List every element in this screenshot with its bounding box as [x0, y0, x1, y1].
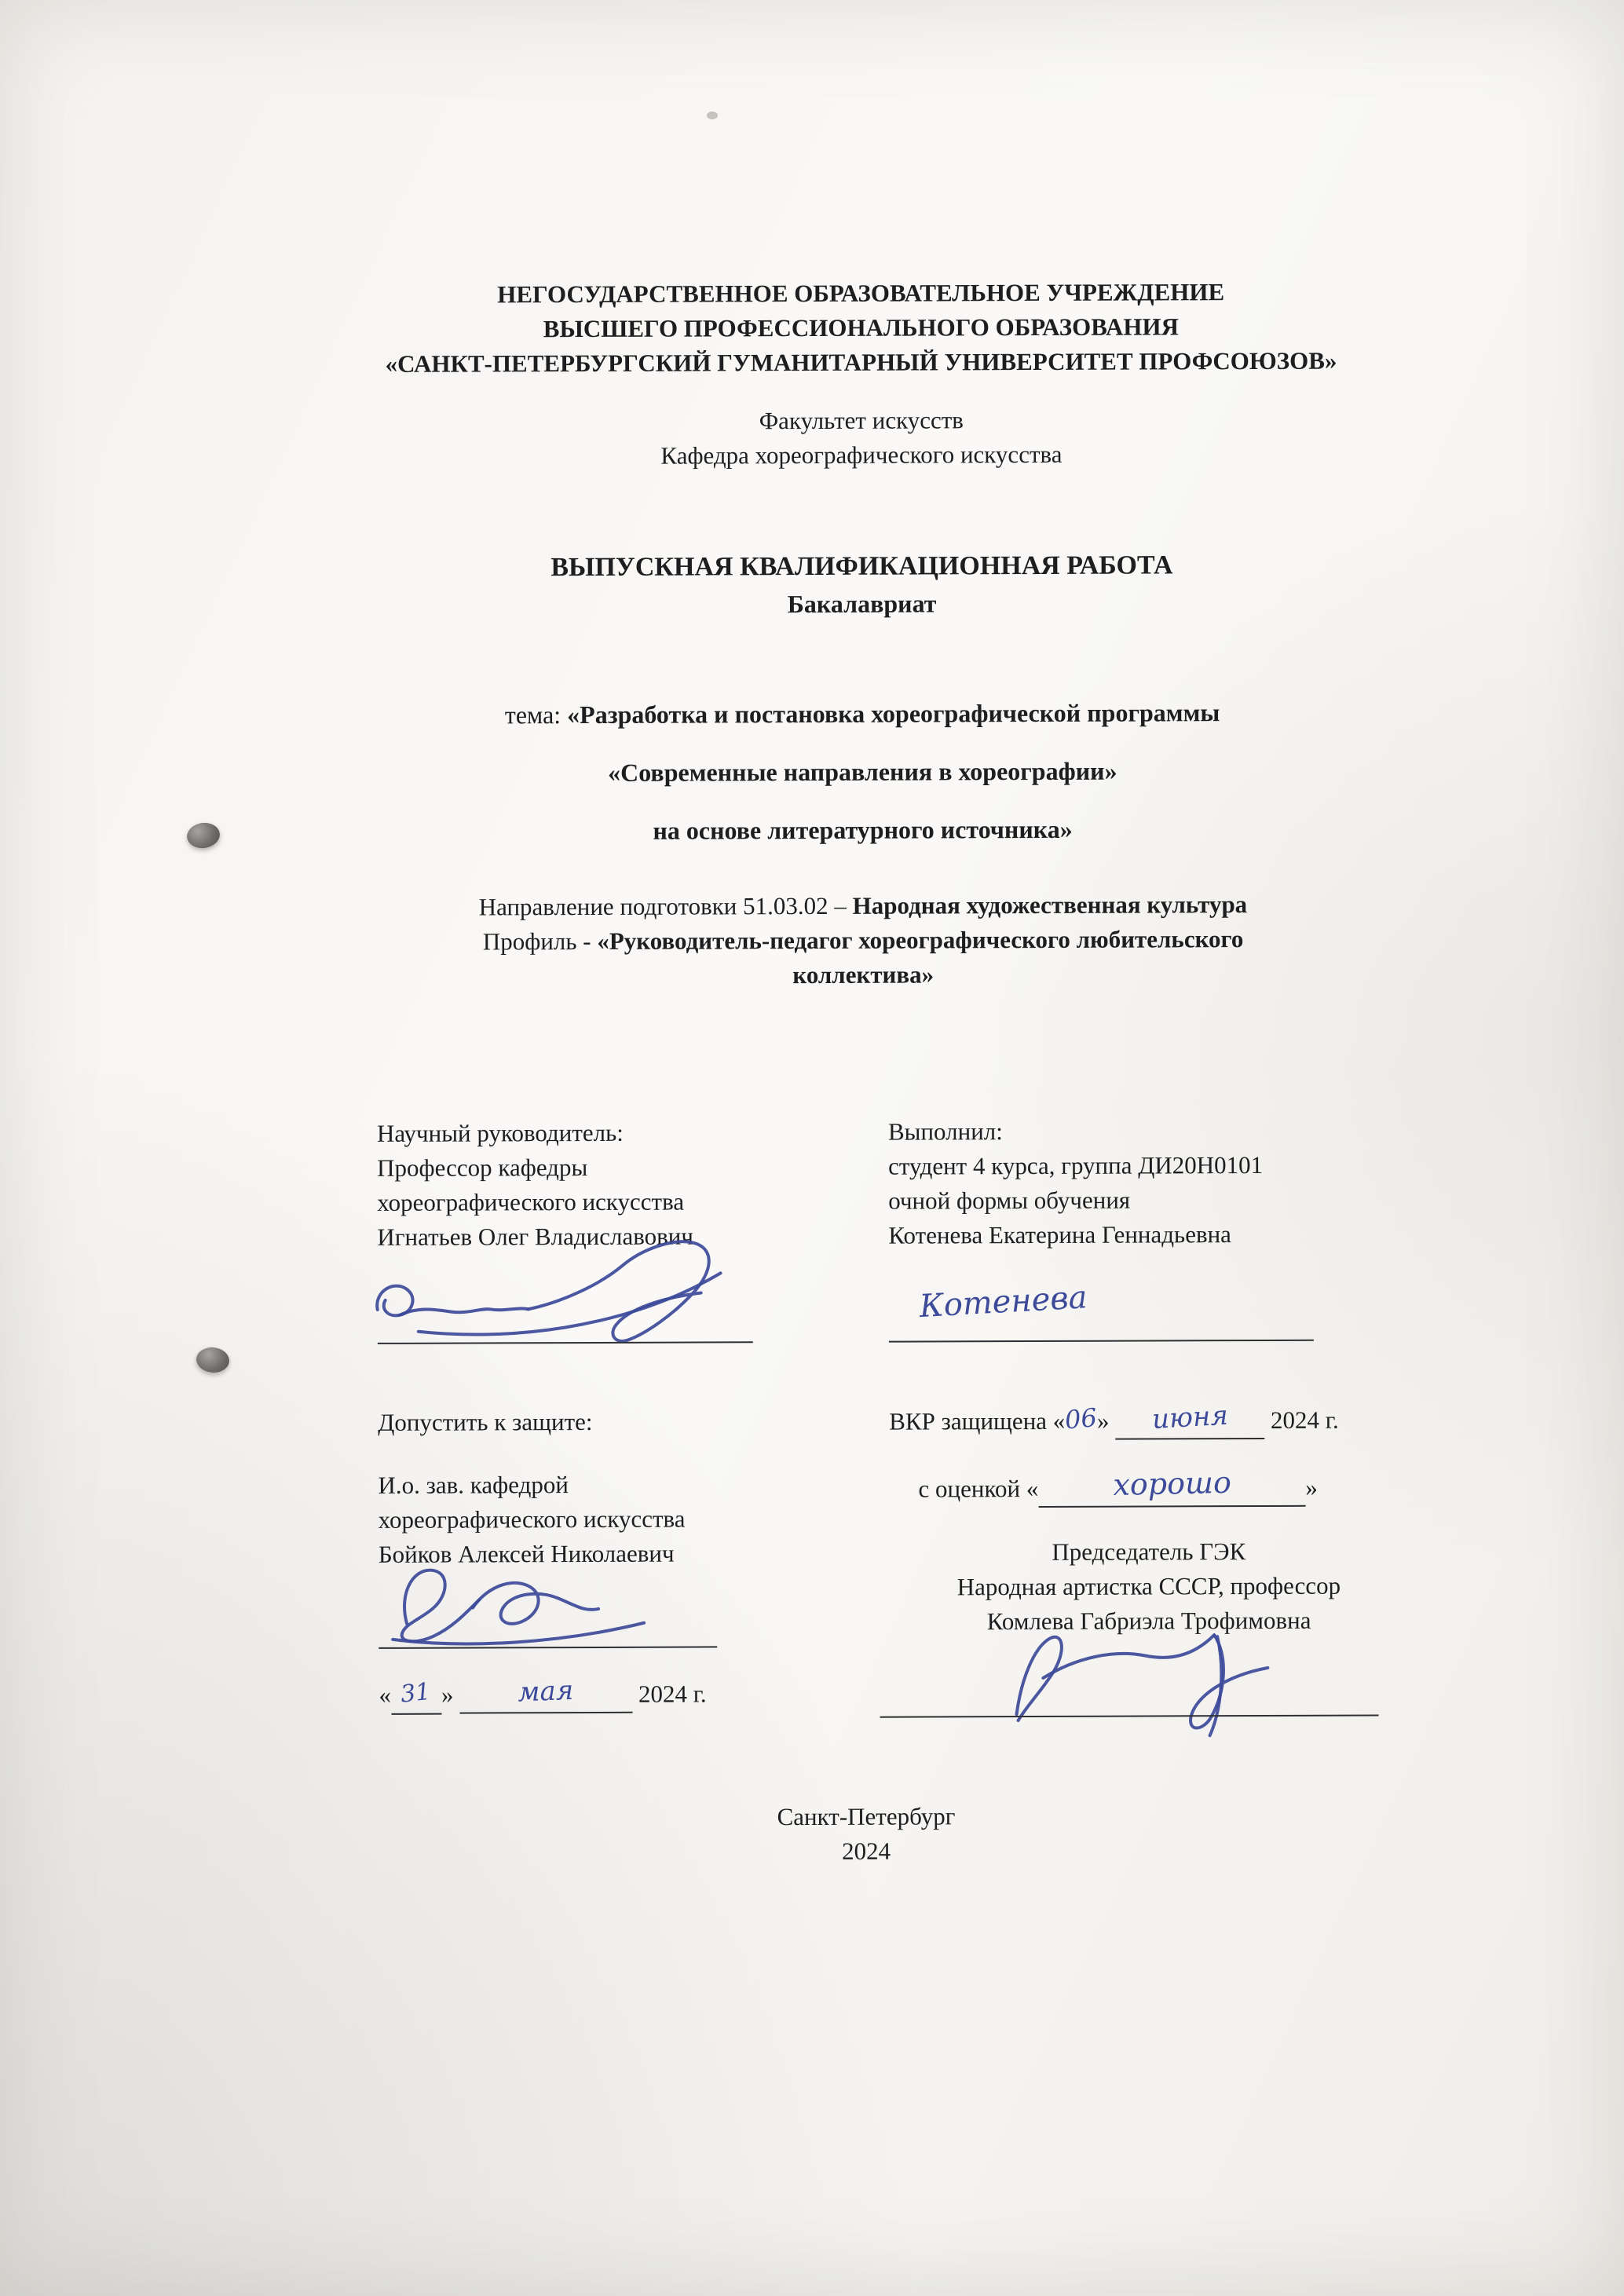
defense-month-handwritten: июня [1150, 1399, 1229, 1435]
author-signature-text: Котенева [918, 1279, 1088, 1325]
faculty-block [202, 401, 1521, 475]
grade-prefix: с оценкой « [918, 1474, 1039, 1503]
direction-label: Направление подготовки 51.03.02 – [478, 891, 847, 921]
faculty-name: Факультет искусств [759, 406, 964, 435]
admit-label: Допустить к защите: [378, 1407, 593, 1436]
direction-line [340, 887, 1386, 925]
direction-value: Народная художественная культура [852, 890, 1248, 919]
author-block [888, 1113, 1439, 1252]
grade-line [918, 1464, 1318, 1508]
admission-date-line [379, 1676, 706, 1714]
head-line-2: хореографического искусства [378, 1504, 686, 1534]
author-line-2: очной формы обучения [888, 1186, 1131, 1215]
degree-level: Бакалавриат [787, 589, 937, 619]
defense-quote-close: » [1096, 1406, 1110, 1435]
supervisor-title: Научный руководитель: [376, 1118, 624, 1147]
work-type-title: ВЫПУСКНАЯ КВАЛИФИКАЦИОННАЯ РАБОТА [550, 550, 1173, 583]
institution-header [201, 274, 1520, 382]
institution-line-2: ВЫСШЕГО ПРОФЕССИОНАЛЬНОГО ОБРАЗОВАНИЯ [543, 313, 1180, 343]
chair-signature [975, 1613, 1314, 1740]
head-line-1: И.о. зав. кафедрой [378, 1471, 569, 1499]
defense-prefix: ВКР защищена « [889, 1406, 1066, 1435]
theme-line-3: на основе литературного источника» [653, 814, 1073, 845]
head-signature [371, 1545, 669, 1651]
author-signature-line [889, 1340, 1314, 1343]
profile-value-2: коллектива» [792, 960, 935, 989]
institution-line-1: НЕГОСУДАРСТВЕННОЕ ОБРАЗОВАТЕЛЬНОЕ УЧРЕЖДЕНИЕ [497, 278, 1225, 309]
date-quote-close: » [441, 1680, 454, 1709]
theme-block [203, 682, 1523, 861]
date-day-handwritten: 31 [399, 1677, 433, 1709]
department-name: Кафедра хореографического искусства [660, 440, 1063, 470]
supervisor-line-1: Профессор кафедры [377, 1153, 588, 1182]
theme-prefix: тема: [504, 700, 561, 729]
author-line-1: студент 4 курса, группа ДИ20Н0101 [888, 1150, 1264, 1180]
supervisor-name: Игнатьев Олег Владиславович [377, 1222, 694, 1251]
program-block [340, 887, 1386, 994]
profile-value-1: «Руководитель-педагог хореографического любительского [597, 925, 1244, 955]
date-quote-open: « [379, 1680, 391, 1709]
defense-year: 2024 г. [1270, 1406, 1339, 1434]
supervisor-signature [363, 1230, 756, 1349]
institution-line-3: «САНКТ-ПЕТЕРБУРГСКИЙ ГУМАНИТАРНЫЙ УНИВЕРСИТЕТ ПРОФСОЮЗОВ» [385, 346, 1337, 378]
theme-line-2: «Современные направления в хореографии» [608, 756, 1117, 787]
footer-block [207, 1797, 1526, 1871]
theme-text-1: «Разработка и постановка хореографической программы [567, 698, 1220, 729]
author-title: Выполнил: [887, 1117, 1003, 1146]
grade-handwritten: хорошо [1112, 1464, 1231, 1502]
footer-city: Санкт-Петербург [777, 1802, 956, 1831]
chair-line-1: Народная артистка СССР, профессор [956, 1571, 1341, 1601]
chair-title: Председатель ГЭК [1052, 1537, 1246, 1566]
grade-suffix: » [1305, 1473, 1318, 1501]
profile-label: Профиль - [482, 927, 591, 956]
head-name: Бойков Алексей Николаевич [378, 1539, 675, 1568]
profile-line-1 [340, 921, 1386, 960]
theme-line-1 [203, 682, 1522, 745]
work-type-block [202, 546, 1521, 624]
chair-name: Комлева Габриэла Трофимовна [986, 1606, 1311, 1636]
footer-year: 2024 [842, 1837, 891, 1865]
defense-day-handwritten: 06 [1063, 1402, 1099, 1435]
author-name: Котенева Екатерина Геннадьевна [888, 1220, 1231, 1249]
defense-date-line [889, 1399, 1454, 1441]
supervisor-line-2: хореографического искусства [377, 1187, 685, 1216]
author-signature [918, 1279, 1088, 1325]
date-month-handwritten: мая [517, 1674, 575, 1709]
date-year: 2024 г. [638, 1680, 707, 1708]
